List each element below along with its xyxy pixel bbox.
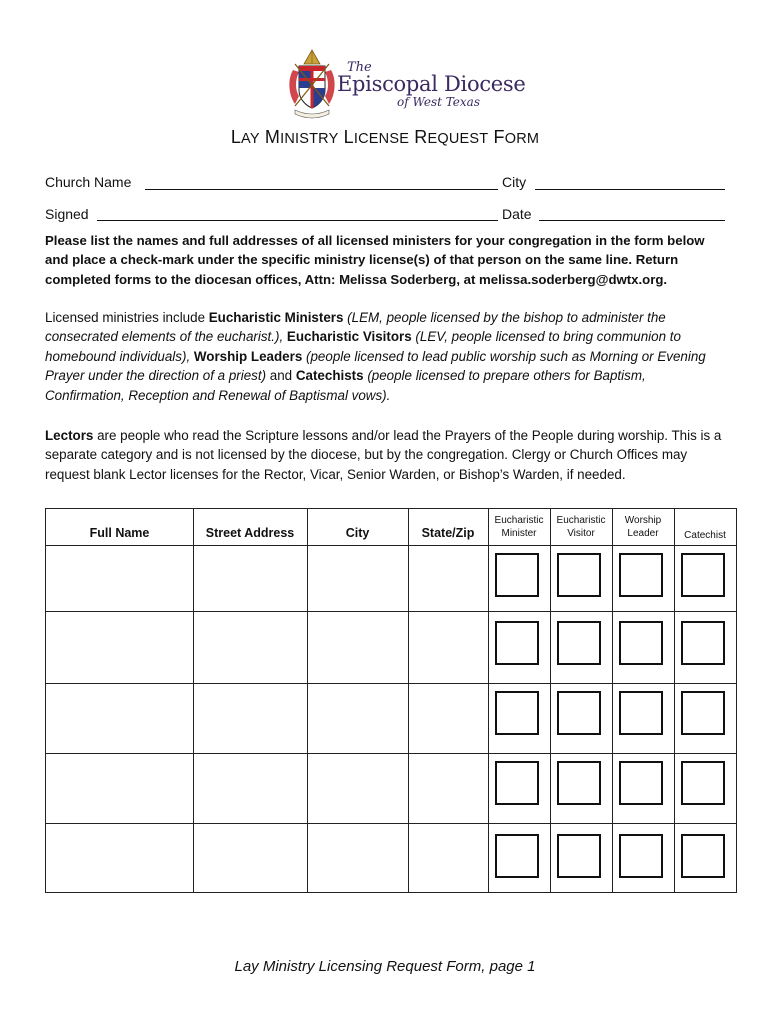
grid-line (408, 509, 409, 892)
title-word-2-cap: M (264, 127, 281, 147)
ministries-paragraph (45, 308, 729, 405)
title-word-1-cap: L (230, 127, 242, 147)
eucharistic-ministers-desc: (LEM, people licensed by the bishop to administer the consecrated elements of the eucharist.), (45, 310, 666, 345)
catechists-term: Catechists (295, 368, 364, 384)
eucharistic-minister-checkbox[interactable] (495, 834, 539, 878)
title-word-5-cap: F (493, 127, 505, 147)
ministries-intro: Licensed ministries include (45, 310, 209, 325)
worship-leader-checkbox[interactable] (619, 834, 663, 878)
catechist-checkbox[interactable] (681, 621, 725, 665)
header-ev-line-2: Visitor (567, 528, 595, 539)
header-worship-leader (612, 509, 674, 545)
form-title (0, 127, 770, 148)
title-word-4-cap: R (414, 127, 428, 147)
catechist-checkbox[interactable] (681, 553, 725, 597)
eucharistic-visitor-checkbox[interactable] (557, 761, 601, 805)
worship-leader-checkbox[interactable] (619, 761, 663, 805)
eucharistic-minister-checkbox[interactable] (495, 621, 539, 665)
grid-line (46, 611, 736, 612)
title-word-2-rest: INISTRY (280, 131, 339, 147)
catechist-checkbox[interactable] (681, 761, 725, 805)
header-wl-line-2: Leader (627, 528, 659, 539)
eucharistic-visitors-term: Eucharistic Visitors (286, 329, 412, 345)
grid-line (674, 509, 675, 892)
eucharistic-visitors-desc: (LEV, people licensed to bring communion to homebound individuals), (45, 329, 681, 364)
diocese-seal-logo (287, 46, 337, 122)
lectors-text: are people who read the Scripture lessons and/or lead the Prayers of the People during worship. This is a separate category and is not licensed by the diocese, but by the congregation. Clergy or Church Offices may request blank Lector licenses for the Rector, Vicar, Senior Warden, or Bishop’s Warden, if needed. (45, 428, 722, 482)
date-label: Date (502, 206, 532, 222)
worship-leader-checkbox[interactable] (619, 621, 663, 665)
grid-line (46, 823, 736, 824)
header-street-address: Street Address (205, 526, 295, 540)
header-em-line-2: Minister (501, 528, 537, 539)
title-word-1-rest: AY (241, 131, 260, 147)
church-name-label: Church Name (45, 174, 132, 190)
eucharistic-minister-checkbox[interactable] (495, 691, 539, 735)
title-word-5-rest: ORM (504, 131, 540, 147)
grid-line (550, 509, 551, 892)
signed-label: Signed (45, 206, 89, 222)
brand-name: Episcopal Diocese (337, 72, 526, 96)
eucharistic-visitor-checkbox[interactable] (557, 621, 601, 665)
header-catechist: Catechist (684, 530, 726, 541)
header-city: City (345, 526, 370, 540)
header-eucharistic-visitor (550, 509, 612, 545)
lectors-term: Lectors (45, 428, 94, 443)
grid-line (46, 753, 736, 754)
eucharistic-minister-checkbox[interactable] (495, 761, 539, 805)
instructions-paragraph: Please list the names and full addresses of all licensed ministers for your congregation in the form below and place a check-mark under the specific ministry license(s) of that person on the same line. Return completed forms to the diocesan offices, Attn: Melissa Soderberg, at melissa.soderberg@dwtx.org. (45, 233, 705, 287)
grid-line (612, 509, 613, 892)
grid-line (46, 683, 736, 684)
header-full-name: Full Name (89, 526, 150, 540)
grid-line (488, 509, 489, 892)
worship-leaders-term: Worship Leaders (193, 348, 303, 364)
lectors-paragraph (45, 426, 729, 484)
grid-line (46, 545, 736, 546)
brand-the: The (347, 60, 372, 75)
title-word-4-rest: EQUEST (427, 131, 489, 147)
header-em-line-1: Eucharistic (494, 515, 544, 526)
eucharistic-ministers-term: Eucharistic Ministers (208, 310, 344, 325)
title-word-3-rest: ICENSE (353, 131, 410, 147)
worship-leader-checkbox[interactable] (619, 553, 663, 597)
grid-line (193, 509, 194, 892)
licensed-ministers-table (45, 508, 737, 893)
church-name-line[interactable] (145, 189, 498, 190)
header-state-zip: State/Zip (421, 526, 475, 540)
header-eucharistic-minister (488, 509, 550, 545)
eucharistic-visitor-checkbox[interactable] (557, 691, 601, 735)
catechist-checkbox[interactable] (681, 834, 725, 878)
catechist-checkbox[interactable] (681, 691, 725, 735)
header-wl-line-1: Worship (624, 515, 662, 526)
date-line[interactable] (539, 220, 725, 221)
city-label: City (502, 174, 527, 190)
title-word-3-cap: L (343, 127, 354, 147)
brand-subtitle: of West Texas (397, 95, 480, 109)
signed-line[interactable] (97, 220, 498, 221)
grid-line (307, 509, 308, 892)
header-ev-line-1: Eucharistic (556, 515, 606, 526)
catechists-desc: (people licensed to prepare others for Baptism, Confirmation, Reception and Renewal of Baptismal vows). (45, 368, 646, 403)
eucharistic-minister-checkbox[interactable] (495, 553, 539, 597)
eucharistic-visitor-checkbox[interactable] (557, 834, 601, 878)
city-line[interactable] (535, 189, 725, 190)
eucharistic-visitor-checkbox[interactable] (557, 553, 601, 597)
worship-leaders-desc: (people licensed to lead public worship such as Morning or Evening Prayer under the direction of a priest) (45, 348, 706, 384)
ministries-and: and (266, 368, 296, 384)
worship-leader-checkbox[interactable] (619, 691, 663, 735)
page-footer: Lay Ministry Licensing Request Form, page 1 (234, 958, 536, 975)
